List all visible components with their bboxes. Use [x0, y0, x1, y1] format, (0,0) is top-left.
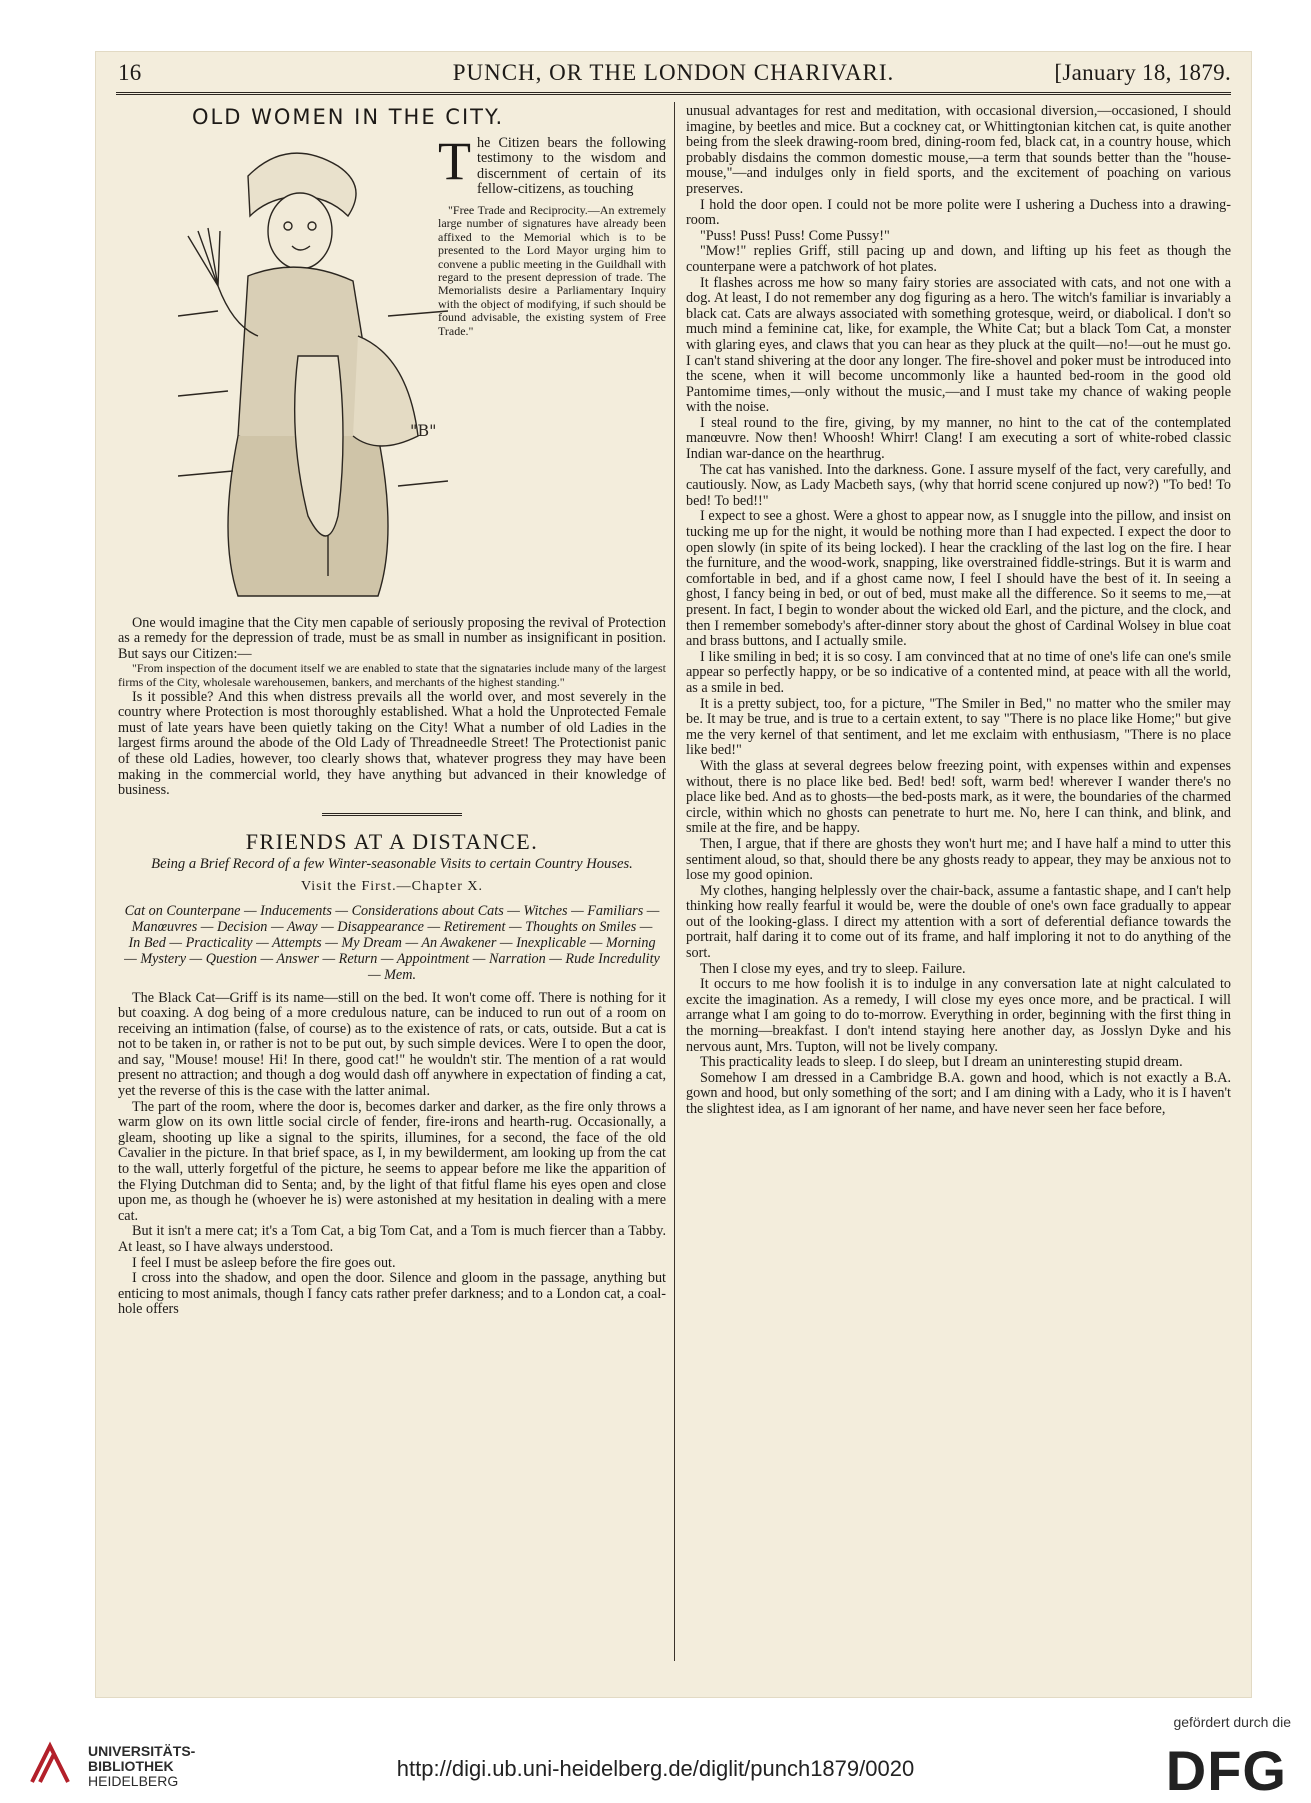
- dfg-logo: DFG: [1165, 1739, 1287, 1802]
- publication-title: PUNCH, OR THE LONDON CHARIVARI.: [452, 60, 895, 85]
- citizen-quote: "From inspection of the document itself we are enabled to state that the signataries include many of the largest firms of the City, wholesale warehousemen, bankers, and merchants of the highest standing.": [118, 661, 666, 689]
- paragraph: I feel I must be asleep before the fire goes out.: [132, 1254, 396, 1271]
- paragraph: I like smiling in bed; it is so cosy. I am convinced that at no time of one's life can one's smile appear so perfectly happy, or be so indicative of a contented mind, at peace with all the world, as a smile in bed.: [686, 648, 1231, 696]
- paragraph: Somehow I am dressed in a Cambridge B.A. gown and hood, which is not exactly a B.A. gown and hood, but only something of the sort; and I am dining with a Lady, who it is I haven't the slightest idea, as I am ignorant of her name, and have never seen her face before,: [686, 1069, 1231, 1117]
- paragraph: The Black Cat—Griff is its name—still on the bed. It won't come off. There is nothing for it but coaxing. A dog being of a more credulous nature, can be induced to run out of a room on receiving an intimation (false, of course) as to the existence of rats, or cats, outside. But a cat is not to be taken in, or rather is not to be put out, by such simple devices. Were I to open the door, and say, "Mouse! mouse! Hi! In there, good cat!" he wouldn't stir. The mention of a rat would present no attraction; and though a dog would dash off anywhere in expectation of finding a cat, yet the reverse of this is the case with the latter animal.: [118, 989, 666, 1100]
- paragraph: This practicality leads to sleep. I do sleep, but I dream an uninteresting stupid dream.: [700, 1054, 1183, 1071]
- drop-cap: T: [438, 130, 471, 191]
- newspaper-page: [96, 52, 1251, 1697]
- article-title-friends: FRIENDS AT A DISTANCE.: [245, 828, 539, 854]
- chapter-contents: Cat on Counterpane — Inducements — Considerations about Cats — Witches — Familiars — Manœuvres — Decision — Away — Disappearance — Retirement — Thoughts on Smiles — In Bed — Practicality — Attempts — My Dream — An Awakener — Inexplicable — Morning — Mystery — Question — Answer — Return — Appointment — Narration — Rude Incredulity — Mem.: [124, 902, 660, 983]
- illustration-sign: "B": [410, 420, 437, 440]
- paragraph: I cross into the shadow, and open the door. Silence and gloom in the passage, anything but enticing to most animals, though I fancy cats rather prefer darkness; and to a London cat, a coal-hole offers: [118, 1270, 666, 1318]
- article-title-old-women: OLD WOMEN IN THE CITY.: [192, 105, 505, 129]
- paragraph: Then, I argue, that if there are ghosts they won't hurt me; and I have half a mind to utter this sentiment aloud, so that, should there be any ghosts ready to appear, they may be anxious not to lose my good opinion.: [686, 835, 1231, 884]
- paragraph: I hold the door open. I could not be more polite were I ushering a Duchess into a drawing-room.: [686, 196, 1231, 229]
- section-rule: [322, 813, 462, 816]
- column-divider: [674, 102, 675, 1661]
- memorial-quote: "Free Trade and Reciprocity.—An extremely large number of signatures have already been affixed to the Memorial which is to be presented to the Lord Mayor urging him to convene a public meeting in the Guildhall with regard to the present depression of trade. The Memorialists desire a Parliamentary Inquiry with the object of modifying, if such should be found advisable, the existing system of Free Trade.": [438, 202, 666, 338]
- paragraph: Is it possible? And this when distress prevails all the world over, and most severely in the country where Protection is most thoroughly established. What a hold the Unprotected Female must of late years have been quietly taking on the City! What a number of old Ladies in the largest firms around the abode of the Old Lady of Threadneedle Street! The Protectionist panic of these old Ladies, however, too clearly shows that, whatever progress they may have been making in the commercial world, they have anything but advanced in their knowledge of business.: [118, 688, 666, 799]
- paragraph: unusual advantages for rest and meditation, with occasional diversion,—occasioned, I should imagine, by beetles and mice. But a cockney cat, or Whittingtonian kitchen cat, is quite another being from the sleek drawing-room bred, dining-room fed, black cat, in a country house, which probably disdains the common domestic mouse,—a term that sounds better than the "house-mouse,"—and indulges only in field sports, and the excitement of poaching on various preserves.: [686, 103, 1231, 197]
- paragraph: My clothes, hanging helplessly over the chair-back, assume a fantastic shape, and I can't help thinking how really fearful it would be, were the double of one's own face gradually to appear out of the looking-glass. I direct my attention with a sort of deferential defiance towards the portrait, half daring it to come out of its frame, and half imploring it not to do anything of the sort.: [686, 882, 1231, 962]
- issue-date: [January 18, 1879.: [1054, 60, 1231, 85]
- page-number: 16: [118, 60, 142, 85]
- old-woman-illustration: [178, 136, 448, 606]
- chapter-heading: Visit the First.—Chapter X.: [300, 878, 484, 894]
- paragraph: One would imagine that the City men capable of seriously proposing the revival of Protection as a remedy for the depression of trade, must be as small in number as insignificant in position. But says our Citizen:—: [118, 614, 666, 662]
- page-header: [116, 60, 1231, 90]
- paragraph: The part of the room, where the door is, becomes darker and darker, as the fire only throws a warm glow on its own little social circle of fender, fire-irons and hearth-rug. Occasionally, a gleam, shooting up like a signal to the spirits, illumines, for a second, the face of the old Cavalier in the picture. In that brief space, as I, in my bewilderment, am looking up from the cat to the wall, utterly forgetful of the picture, he seems to appear before me like the apparition of the Flying Dutchman did to Senta; and, by the light of that fitful flame his eyes open and close upon me, as though he (whoever he is) were astonished at my hesitation in dealing with a mere cat.: [118, 1098, 666, 1224]
- paragraph: The cat has vanished. Into the darkness. Gone. I assure myself of the fact, very carefully, and cautiously. Now, as Lady Macbeth says, (why that horrid scene conjured up now?) "To bed! To bed! To bed!!": [686, 461, 1231, 509]
- left-column: [118, 104, 666, 1318]
- header-rule: [116, 92, 1231, 95]
- funding-note: gefördert durch die: [1173, 1714, 1291, 1730]
- illustration-block: [118, 130, 666, 616]
- permalink-url[interactable]: http://digi.ub.uni-heidelberg.de/diglit/punch1879/0020: [396, 1756, 915, 1781]
- viewer-footer: [0, 1700, 1311, 1803]
- paragraph: It flashes across me how so many fairy stories are associated with cats, and not one with a dog. At least, I do not remember any dog figuring as a hero. The witch's familiar is invariably a black cat. Cats are always associated with something grotesque, weird, or diabolical. I don't so much mind a feminine cat, like, for example, the White Cat; but a black Tom Cat, a monster with glaring eyes, and claws that you can hear as they pluck at the quilt—no!—out he must go. I can't stand shivering at the door any longer. The fire-shovel and poker must be introduced into the scene, when it will become uncommonly like a haunted bed-room in the good old Pantomime times,—only without the music,—and I must take my chance of waking people with the noise.: [686, 274, 1231, 416]
- paragraph: I steal round to the fire, giving, by my manner, no hint to the cat of the contemplated manœuvre. Now then! Whoosh! Whirr! Clang! I am executing a sort of white-robed classic Indian war-dance on the hearthrug.: [686, 414, 1231, 463]
- intro-block: [438, 130, 666, 338]
- paragraph: I expect to see a ghost. Were a ghost to appear now, as I snuggle into the pillow, and insist on tucking me up for the night, it would be nothing more than I had expected. I expect the door to open slowly (in spite of its being locked). I hear the crackling of the last log on the fire. I hear the furniture, and the wood-work, snapping, like overstrained fiddle-strings. But it is warm and comfortable in bed, and if a ghost came now, I feel I should have the best of it. In seeing a ghost, I fancy being in bed, or out of bed, must make all the difference. So it seems to me,—at present. In fact, I begin to wonder about the wicked old Earl, and the picture, and the clock, and then I remember somebody's after-dinner story about the ghost of Cardinal Wolsey in blue coat and brass buttons, and I actually smile.: [686, 508, 1231, 650]
- paragraph: It occurs to me how foolish it is to indulge in any conversation late at night calculated to excite the imagination. As a remedy, I will close my eyes once more, and be practical. I will arrange what I am going to do to-morrow. Everything in order, beginning with the first thing in the morning—breakfast. I don't intend staying here another day, as Josslyn Dyke and his nervous aunt, Mrs. Tupton, will not be lively company.: [686, 976, 1231, 1055]
- paragraph: Then I close my eyes, and try to sleep. Failure.: [700, 960, 966, 977]
- paragraph: "Puss! Puss! Puss! Come Pussy!": [700, 227, 890, 244]
- intro-paragraph: The Citizen bears the following testimony to the wisdom and discernment of certain of its fellow-citizens, as touching: [438, 130, 666, 198]
- paragraph: It is a pretty subject, too, for a picture, "The Smiler in Bed," no matter who the smiler may be. It may be true, and is true to a certain extent, to say "There is no place like Home;" but give me the very kernel of that sentiment, and let me exclaim with enthusiasm, "There is no place like bed!": [686, 695, 1231, 759]
- paragraph: But it isn't a mere cat; it's a Tom Cat, a big Tom Cat, and a Tom is much fiercer than a Tabby. At least, so I have always understood.: [118, 1223, 666, 1255]
- library-name: UNIVERSITÄTS- BIBLIOTHEK HEIDELBERG: [88, 1743, 196, 1789]
- article-subtitle: Being a Brief Record of a few Winter-seasonable Visits to certain Country Houses.: [151, 856, 633, 873]
- right-column: [686, 104, 1231, 1118]
- paragraph: With the glass at several degrees below freezing point, with expenses within and expenses without, there is no place like bed. Bed! bed! soft, warm bed! wherever I wander there's no place like bed. And as to ghosts—the bed-posts mark, as it were, the boundaries of the charmed circle, within which no ghosts can penetrate to hurt me. No, here I can think, and blink, and smile at the fire, and be happy.: [686, 757, 1231, 837]
- paragraph: "Mow!" replies Griff, still pacing up and down, and lifting up his feet as though the counterpane were a patchwork of hot plates.: [686, 243, 1231, 275]
